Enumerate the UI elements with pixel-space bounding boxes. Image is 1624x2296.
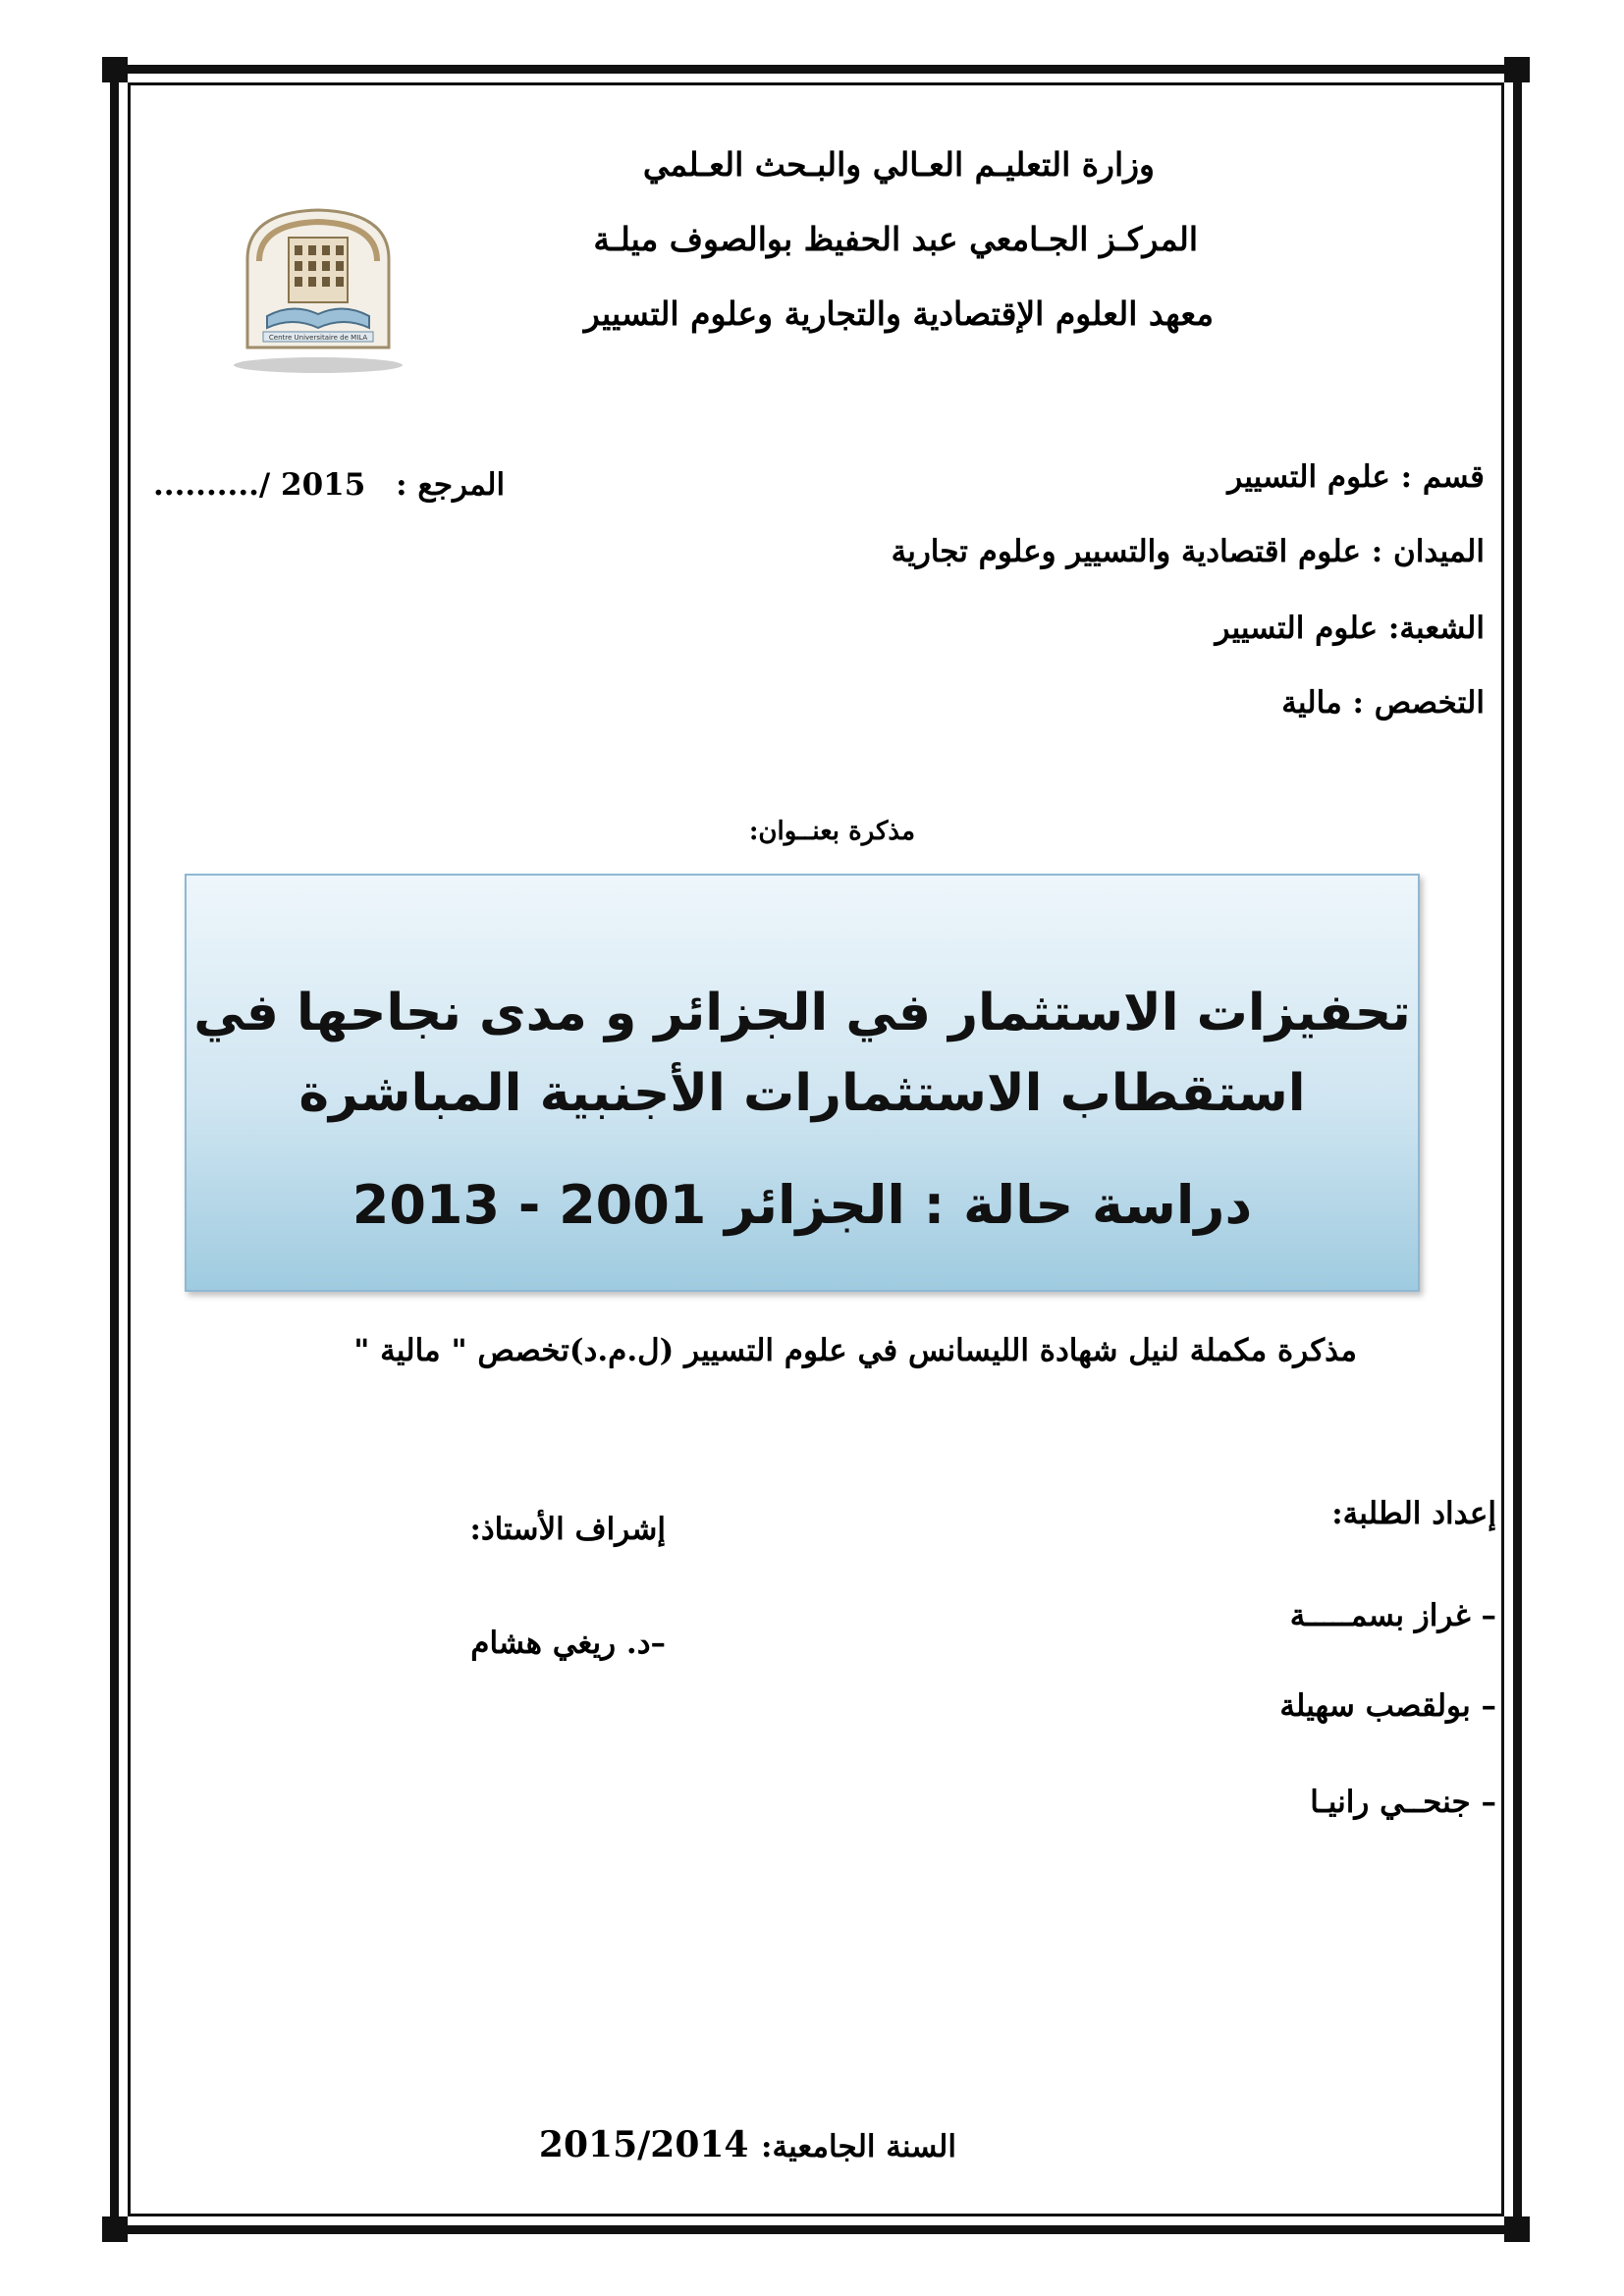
ministry-name: وزارة التعليـم العـالي والبـحث العـلمي bbox=[642, 145, 1155, 184]
border-corner bbox=[102, 2216, 128, 2242]
branch: الشعبة: علوم التسيير bbox=[1215, 611, 1485, 646]
reference bbox=[153, 467, 505, 503]
reference-value: ........../ 2015 bbox=[153, 467, 366, 503]
student-name: – بولقصب سهيلة bbox=[1279, 1688, 1496, 1724]
thesis-title-box bbox=[185, 874, 1420, 1292]
svg-text:Centre Universitaire de MILA: Centre Universitaire de MILA bbox=[268, 334, 368, 342]
field-of-study: الميدان : علوم اقتصادية والتسيير وعلوم تجارية bbox=[891, 534, 1485, 569]
thesis-title-line-1: تحفيزات الاستثمار في الجزائر و مدى نجاحها في bbox=[193, 984, 1411, 1042]
degree-statement: مذكرة مكملة لنيل شهادة الليسانس في علوم التسيير (ل.م.د)تخصص " مالية " bbox=[353, 1333, 1357, 1368]
student-name: – غراز بسمـــــة bbox=[1289, 1598, 1496, 1633]
academic-year-value: 2015/2014 bbox=[538, 2124, 749, 2165]
border-corner bbox=[102, 57, 128, 82]
department: قسم : علوم التسيير bbox=[1227, 459, 1485, 495]
university-name: المركـز الجـامعي عبد الحفيظ بوالصوف ميلـة bbox=[593, 220, 1198, 258]
border-corner bbox=[1504, 57, 1530, 82]
academic-year bbox=[539, 2124, 956, 2165]
students-label: إعداد الطلبة: bbox=[1331, 1496, 1496, 1531]
supervisor-name: –د. ريغي هشام bbox=[470, 1626, 666, 1661]
specialty: التخصص : مالية bbox=[1281, 685, 1485, 721]
university-logo bbox=[220, 200, 416, 377]
academic-year-label: السنة الجامعية: bbox=[761, 2129, 956, 2164]
institute-name: معهد العلوم الإقتصادية والتجارية وعلوم التسيير bbox=[583, 294, 1214, 333]
reference-label: المرجع : bbox=[396, 467, 506, 503]
university-building-icon bbox=[220, 200, 416, 377]
student-name: – جنحــي رانيـا bbox=[1310, 1785, 1496, 1820]
case-study-line: دراسة حالة : الجزائر 2001 - 2013 bbox=[352, 1174, 1253, 1236]
border-corner bbox=[1504, 2216, 1530, 2242]
thesis-title-line-2: استقطاب الاستثمارات الأجنبية المباشرة bbox=[298, 1064, 1306, 1123]
supervisor-label: إشراف الأستاذ: bbox=[469, 1512, 666, 1547]
memo-label: مذكرة بعنــوان: bbox=[748, 817, 915, 846]
